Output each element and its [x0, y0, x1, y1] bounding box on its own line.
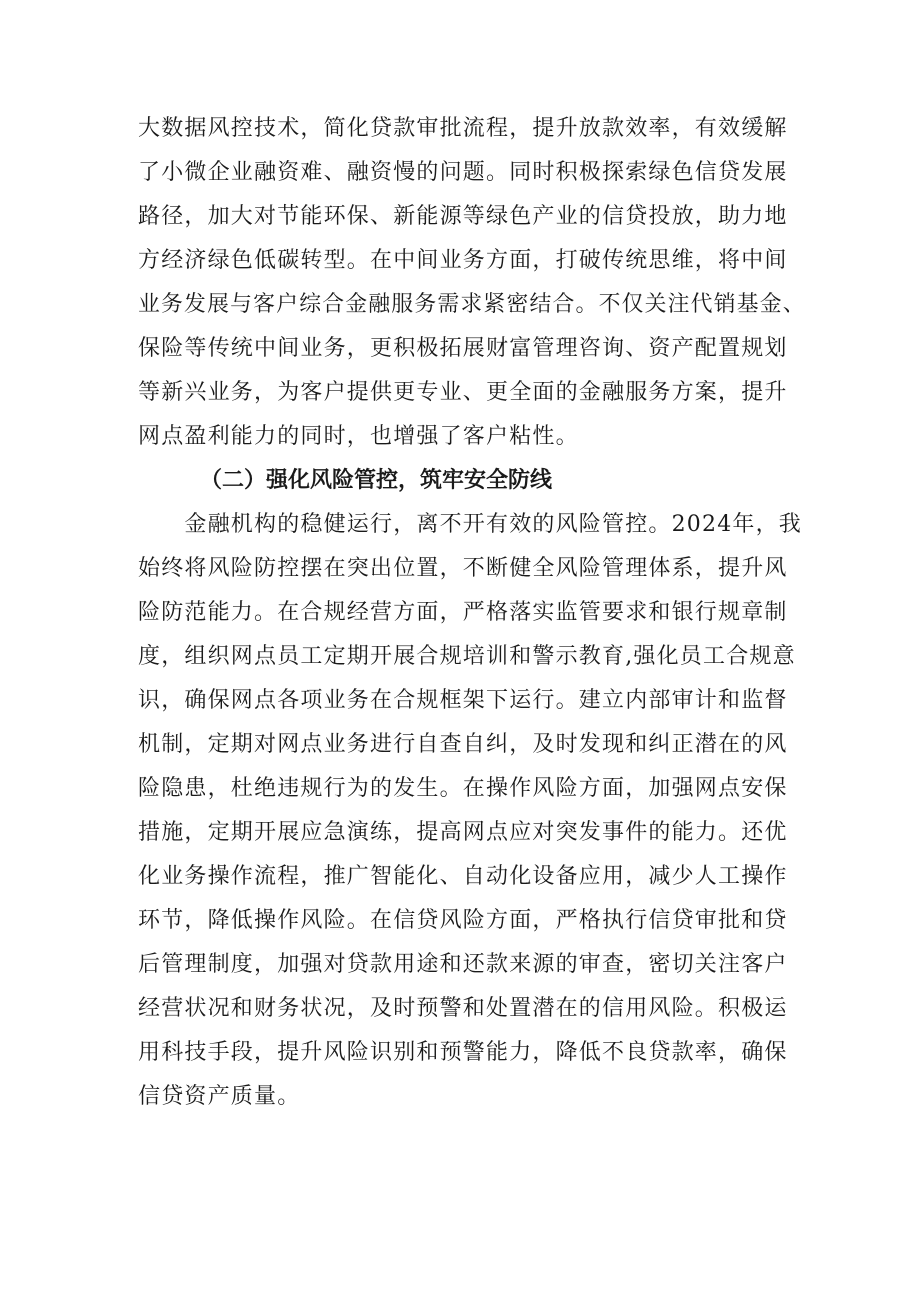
paragraph-2-line: 机制，定期对网点业务进行自查自纠，及时发现和纠正潜在的风	[138, 732, 788, 757]
paragraph-1-line: 了小微企业融资难、融资慢的问题。同时积极探索绿色信贷发展	[138, 160, 788, 185]
paragraph-2-line: 识，确保网点各项业务在合规框架下运行。建立内部审计和监督	[138, 688, 788, 713]
paragraph-2-line: 经营状况和财务状况，及时预警和处置潜在的信用风险。积极运	[138, 996, 788, 1021]
paragraph-2-line: 后管理制度，加强对贷款用途和还款来源的审查，密切关注客户	[138, 952, 788, 977]
paragraph-2-line: 度，组织网点员工定期开展合规培训和警示教育,强化员工合规意	[138, 644, 796, 669]
paragraph-2-line: 险隐患，杜绝违规行为的发生。在操作风险方面，加强网点安保	[138, 776, 788, 801]
paragraph-2-line: 措施，定期开展应急演练，提高网点应对突发事件的能力。还优	[138, 820, 788, 845]
paragraph-2-line: 用科技手段，提升风险识别和预警能力，降低不良贷款率，确保	[138, 1040, 788, 1065]
paragraph-2-line: 环节，降低操作风险。在信贷风险方面，严格执行信贷审批和贷	[138, 908, 788, 933]
paragraph-2-line: 金融机构的稳健运行，离不开有效的风险管控。2024年，我	[138, 512, 802, 537]
section-heading: （二）强化风险管控，筑牢安全防线	[200, 468, 553, 493]
paragraph-1-line: 业务发展与客户综合金融服务需求紧密结合。不仅关注代销基金、	[138, 292, 806, 317]
paragraph-1-line: 大数据风控技术，简化贷款审批流程，提升放款效率，有效缓解	[138, 116, 788, 141]
paragraph-2-line: 始终将风险防控摆在突出位置，不断健全风险管理体系，提升风	[138, 556, 788, 581]
paragraph-1-line: 方经济绿色低碳转型。在中间业务方面，打破传统思维，将中间	[138, 248, 788, 273]
paragraph-1-line: 等新兴业务，为客户提供更专业、更全面的金融服务方案，提升	[138, 380, 788, 405]
paragraph-1-line: 网点盈利能力的同时，也增强了客户粘性。	[138, 424, 579, 449]
paragraph-2-line: 化业务操作流程，推广智能化、自动化设备应用，减少人工操作	[138, 864, 788, 889]
paragraph-2-line: 险防范能力。在合规经营方面，严格落实监管要求和银行规章制	[138, 600, 788, 625]
paragraph-1-line: 路径，加大对节能环保、新能源等绿色产业的信贷投放，助力地	[138, 204, 788, 229]
paragraph-1-line: 保险等传统中间业务，更积极拓展财富管理咨询、资产配置规划	[138, 336, 788, 361]
paragraph-2-line: 信贷资产质量。	[138, 1084, 301, 1109]
